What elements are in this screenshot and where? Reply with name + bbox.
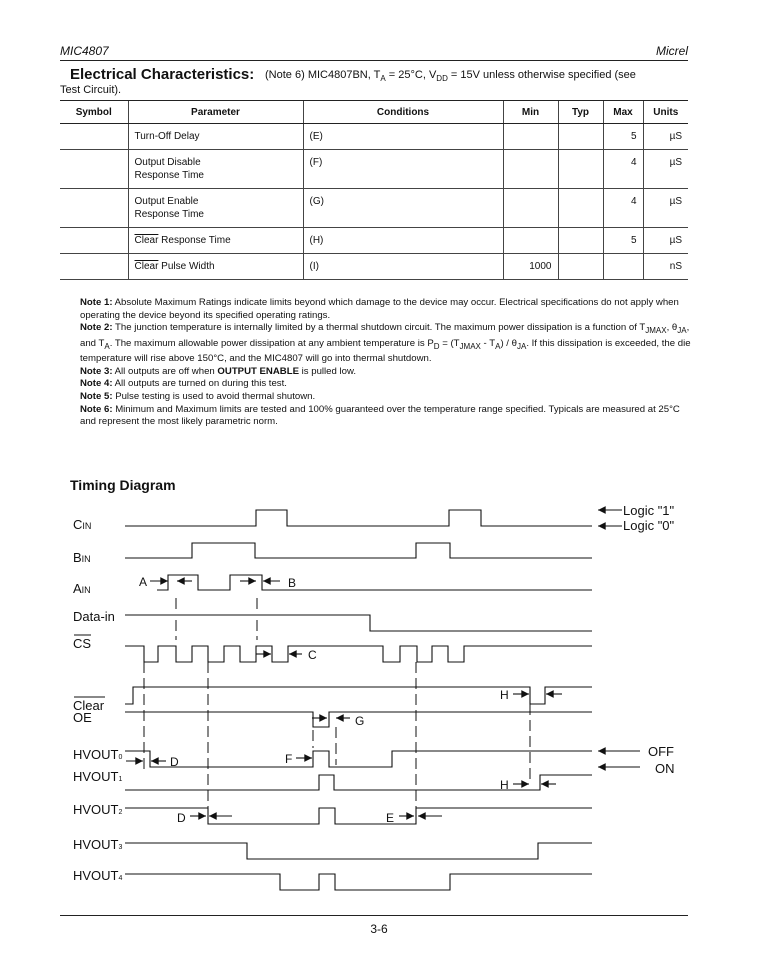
wave-data-in (125, 615, 592, 631)
wave-hvout4 (125, 874, 592, 890)
col-min: Min (503, 101, 558, 124)
table-row (60, 228, 688, 254)
header-brand: Micrel (656, 44, 688, 58)
label-hvout4: HVOUT4 (73, 868, 123, 883)
wave-ain (157, 575, 592, 590)
header-part-number: MIC4807 (60, 44, 109, 58)
marker-h: H (500, 688, 509, 702)
marker-d: D (170, 755, 179, 769)
timing-guides (144, 598, 530, 812)
label-hvout3: HVOUT3 (73, 837, 123, 852)
col-symbol: Symbol (60, 101, 128, 124)
note-1: Note 1: Absolute Maximum Ratings indicate limits beyond which damage to the device may occur. Electrical specifications do not apply when operating the device beyond its specified operating ratings. (80, 297, 679, 321)
units: µS (643, 189, 688, 228)
table-row (60, 124, 688, 150)
marker-d2: D (177, 811, 186, 825)
label-cs: CS (73, 636, 92, 651)
marker-h2: H (500, 778, 509, 792)
note-6: Note 6: Minimum and Maximum limits are tested and 100% guaranteed over the temperature range specified. Typicals are measured at 25°C and represent the most likely parametric norm. (80, 403, 680, 428)
marker-a: A (139, 575, 148, 589)
col-typ: Typ (558, 101, 603, 124)
marker-e: E (386, 811, 395, 825)
wave-bin (125, 543, 592, 558)
label-bin: BIN (73, 550, 91, 565)
note-5: Note 5: Pulse testing is used to avoid thermal shutown. (80, 390, 316, 402)
legend-off: OFF (648, 744, 674, 759)
ec-title: Electrical Characteristics: (70, 66, 255, 83)
electrical-characteristics-table (60, 100, 688, 280)
label-oe: OE (73, 710, 92, 725)
legend-logic-1: Logic "1" (623, 503, 675, 518)
param: Clear Pulse Width (128, 254, 303, 280)
note-3: Note 3: All outputs are off when OUTPUT ENABLE is pulled low. (80, 365, 357, 377)
cond: (I) (303, 254, 503, 280)
wave-hvout3 (125, 843, 592, 859)
cond: (G) (303, 189, 503, 228)
ec-conditions: (Note 6) MIC4807BN, $T_A = 25^\circ C$, $V_{DD} = 15V$ unless otherwise specified (see (265, 69, 636, 84)
table-row (60, 254, 688, 280)
marker-f: F (285, 752, 293, 766)
header-rule (60, 60, 688, 61)
col-units: Units (643, 101, 688, 124)
col-parameter: Parameter (128, 101, 303, 124)
table-row (60, 189, 688, 228)
wave-hvout0 (125, 751, 592, 767)
marker-g: G (355, 714, 365, 728)
footer-rule (60, 915, 688, 916)
label-clear: Clear (73, 698, 105, 713)
table-row (60, 150, 688, 189)
max: 4 (603, 189, 643, 228)
label-cin: CIN (73, 517, 92, 532)
wave-cin (125, 510, 592, 526)
param: Turn-Off Delay (128, 124, 303, 150)
wave-cs (125, 646, 592, 662)
legend-arrows (598, 510, 640, 767)
wave-hvout1 (125, 775, 592, 790)
max: 5 (603, 124, 643, 150)
label-hvout1: HVOUT1 (73, 769, 123, 784)
marker-c: C (308, 648, 317, 662)
units: µS (643, 124, 688, 150)
label-data-in: Data-in (73, 609, 115, 624)
col-max: Max (603, 101, 643, 124)
timing-diagram-title: Timing Diagram (70, 477, 176, 493)
page-number: 3-6 (370, 922, 388, 936)
units: µS (643, 150, 688, 189)
param: Output Disable Response Time (128, 150, 303, 189)
col-conditions: Conditions (303, 101, 503, 124)
label-hvout2: HVOUT2 (73, 802, 123, 817)
notes-block (80, 297, 692, 429)
cond: (E) (303, 124, 503, 150)
table-header-row (60, 101, 688, 124)
cond: (H) (303, 228, 503, 254)
units: µS (643, 228, 688, 254)
marker-b: B (288, 576, 297, 590)
label-hvout0: HVOUT0 (73, 747, 123, 762)
units: nS (643, 254, 688, 280)
min: 1000 (503, 254, 558, 280)
ec-conditions-cont: Test Circuit). (60, 84, 122, 96)
marker-arrows (126, 581, 562, 816)
param: Output Enable Response Time (128, 189, 303, 228)
wave-clear (125, 687, 592, 704)
note-2: Note 2: The junction temperature is internally limited by a thermal shutdown circuit. The maximum power dissipation is a function of $T_{JMAX}$, $\theta_{JA}$, and $T_A$. The maximum allowable power dissipation at any ambient temperature is $P_D = (T_{JMAX} - T_A) / \theta_{JA}$. If this dissipation is exceeded, the die temperature will rise above 150°C, and the MIC4807 will go into thermal shutdown. (80, 322, 691, 365)
legend-logic-0: Logic "0" (623, 518, 675, 533)
label-ain: AIN (73, 581, 91, 596)
cond: (F) (303, 150, 503, 189)
legend-on: ON (655, 761, 675, 776)
note-4: Note 4: All outputs are turned on during this test. (80, 378, 287, 390)
param: Clear Response Time (128, 228, 303, 254)
max: 4 (603, 150, 643, 189)
timing-diagram (0, 495, 758, 905)
max: 5 (603, 228, 643, 254)
